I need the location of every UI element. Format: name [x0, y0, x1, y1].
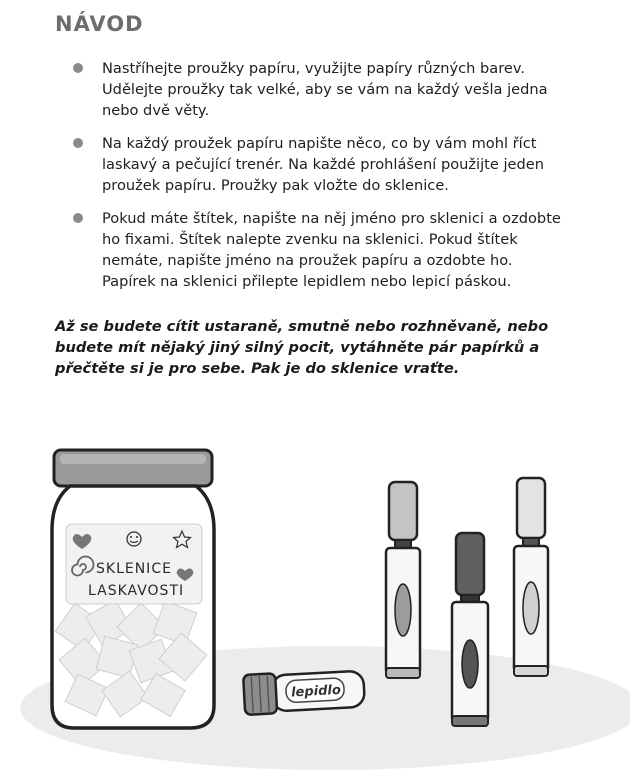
- bullet-icon: [73, 63, 83, 73]
- instruction-text: Pokud máte štítek, napište na něj jméno pro sklenici a ozdobte ho fixami. Štítek nalepte zvenku na sklenici. Pokud štítek nemáte, napište jméno na proužek papíru a ozdobte ho. Papírek na sklenici přilepte lepidlem nebo lepicí páskou.: [102, 210, 561, 290]
- instruction-item: [70, 133, 570, 196]
- jar-image: [52, 450, 214, 728]
- glue-stick-image: [243, 669, 365, 715]
- instructions-list: [70, 58, 570, 304]
- marker-image: [514, 478, 548, 676]
- jar-label-line1: SKLENICE: [96, 561, 172, 577]
- marker-image: [386, 482, 420, 678]
- instruction-item: [70, 58, 570, 121]
- bullet-icon: [73, 213, 83, 223]
- instruction-text: Na každý proužek papíru napište něco, co by vám mohl říct laskavý a pečující trenér. Na každé prohlášení použijte jeden proužek papíru. Proužky pak vložte do sklenice.: [102, 135, 545, 194]
- jar-label-line2: LASKAVOSTI: [88, 583, 185, 599]
- glue-stick-label: lepidlo: [290, 682, 342, 701]
- marker-image: [452, 533, 488, 726]
- closing-note: Až se budete cítit ustaraně, smutně nebo rozhněvaně, nebo budete mít nějaký jiný silný pocit, vytáhněte pár papírků a přečtěte si je pro sebe. Pak je do sklenice vraťte.: [55, 318, 549, 377]
- kindness-jar-illustration: [0, 440, 630, 773]
- bullet-icon: [73, 138, 83, 148]
- instruction-item: [70, 208, 570, 292]
- page-title: NÁVOD: [55, 12, 144, 36]
- instruction-text: Nastříhejte proužky papíru, využijte papíry různých barev. Udělejte proužky tak velké, aby se vám na každý vešla jedna nebo dvě věty.: [102, 60, 548, 119]
